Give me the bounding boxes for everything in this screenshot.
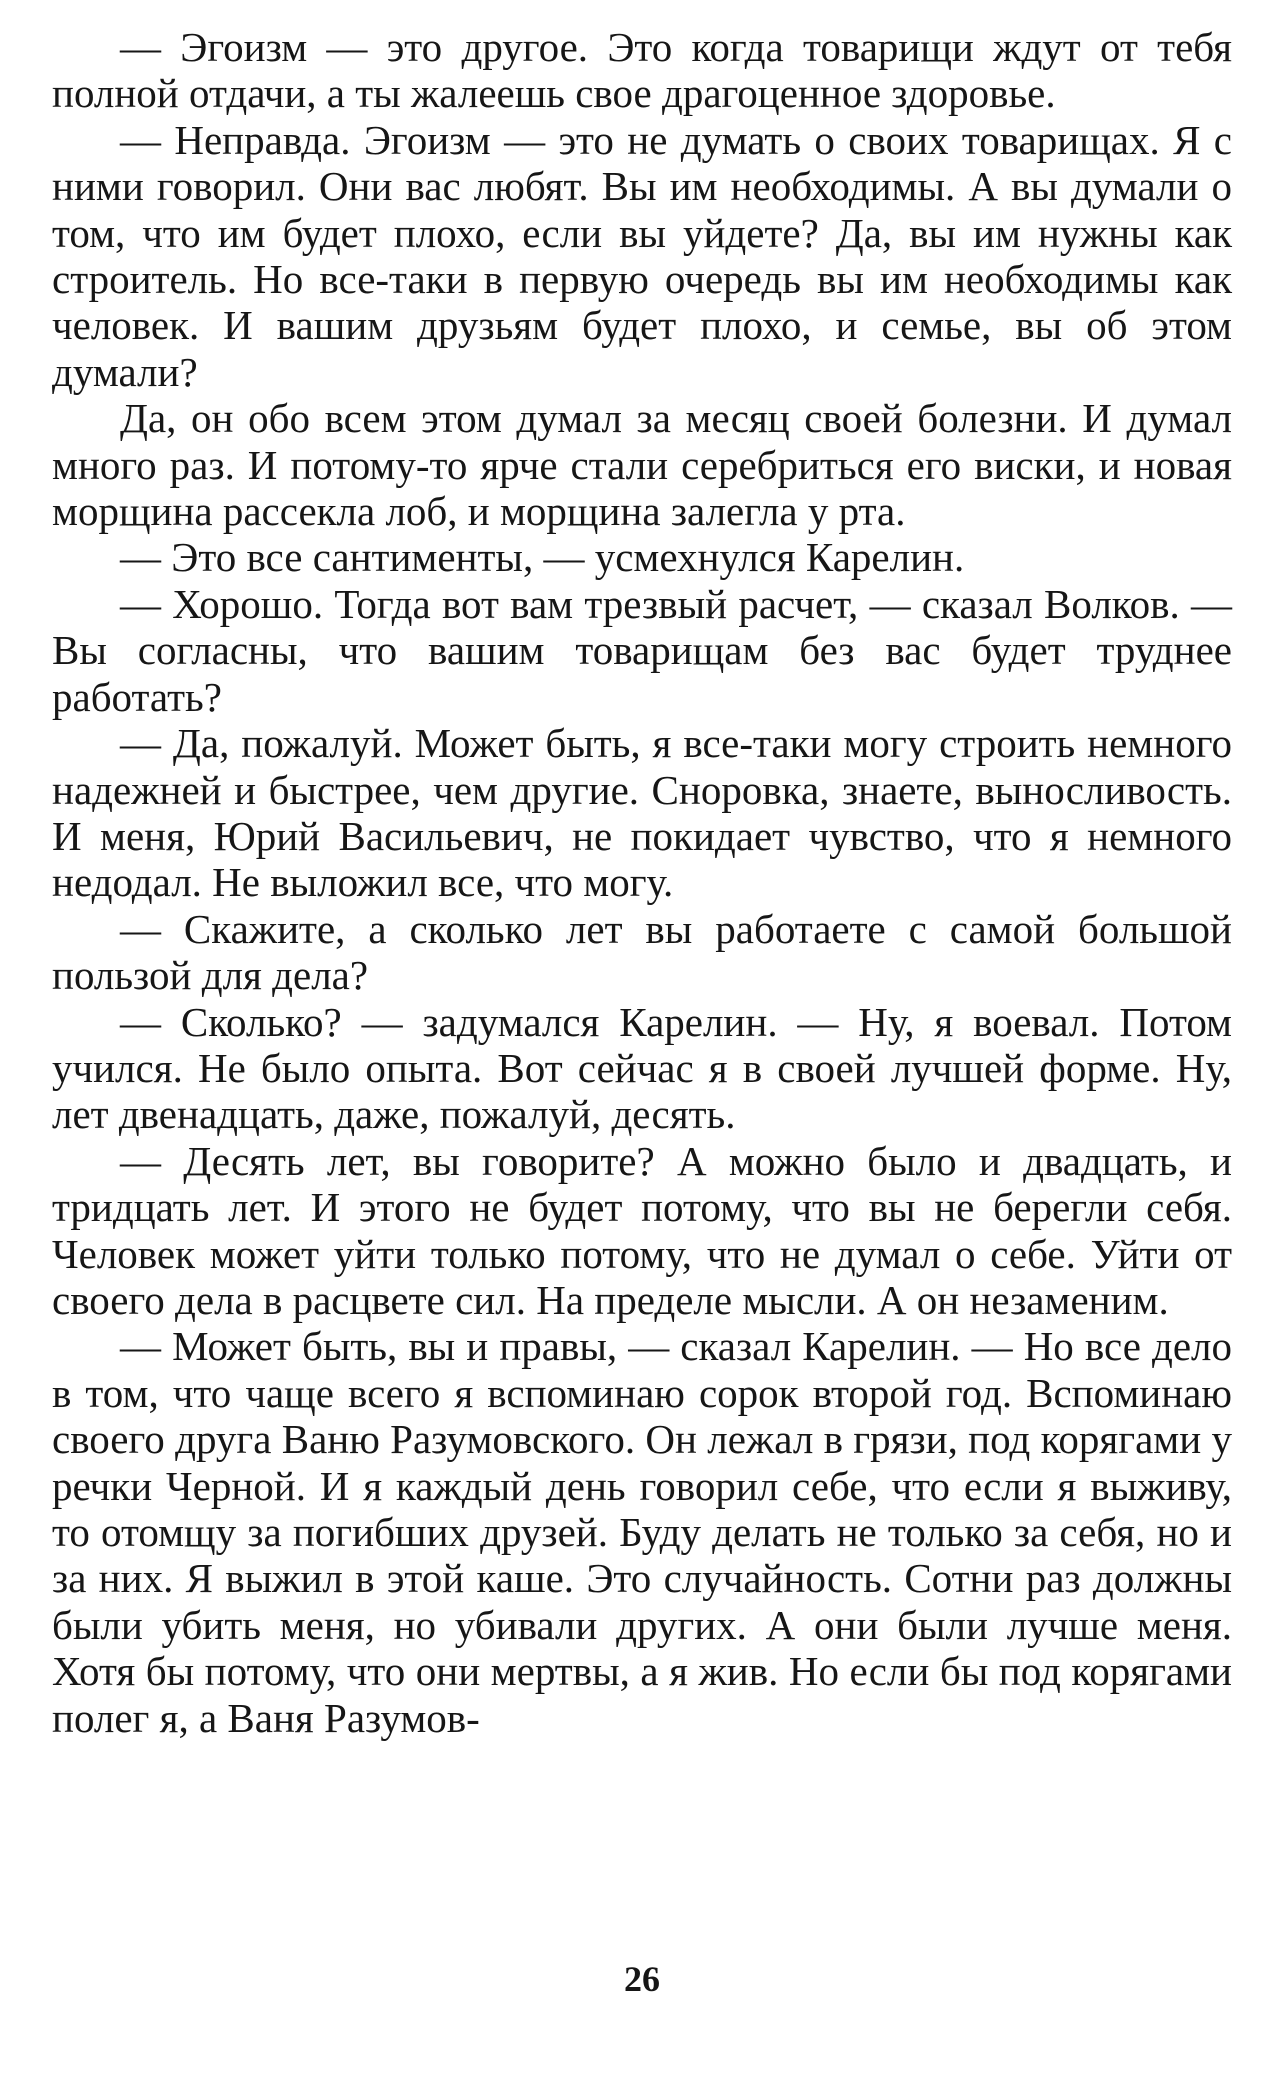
paragraph: — Десять лет, вы говорите? А можно было и двадцать, и тридцать лет. И этого не будет потому, что вы не берегли себя. Человек может уйти только потому, что не думал о себе. Уйти от своего дела в расцвете сил. На пределе мысли. А он незаменим. [52,1137,1232,1323]
paragraph: — Скажите, а сколько лет вы работаете с самой большой пользой для дела? [52,905,1232,999]
paragraph: — Да, пожалуй. Может быть, я все-таки могу строить немного надежней и быстрее, чем другие. Сноровка, знаете, выносливость. И меня, Юрий Васильевич, не покидает чувство, что я немного недодал. Не выложил все, что могу. [52,720,1232,906]
paragraph: Да, он обо всем этом думал за месяц своей болезни. И думал много раз. И потому-то ярче стали серебриться его виски, и новая морщина рассекла лоб, и морщина залегла у рта. [52,395,1232,535]
paragraph: — Сколько? — задумался Карелин. — Ну, я воевал. Потом учился. Не было опыта. Вот сейчас я в своей лучшей форме. Ну, лет двенадцать, даже, пожалуй, десять. [52,998,1232,1138]
body-text [52,24,1232,1741]
book-page [52,24,1232,2024]
paragraph: — Это все сантименты, — усмехнулся Карелин. [120,534,965,581]
paragraph: — Эгоизм — это другое. Это когда товарищи ждут от тебя полной отдачи, а ты жалеешь свое драгоценное здоровье. [52,24,1232,117]
paragraph: — Хорошо. Тогда вот вам трезвый расчет, — сказал Волков. — Вы согласны, что вашим товарищам без вас будет труднее работать? [52,580,1232,720]
page-number: 26 [624,1959,660,1999]
paragraph: — Неправда. Эгоизм — это не думать о своих товарищах. Я с ними говорил. Они вас любят. Вы им необходимы. А вы думали о том, что им будет плохо, если вы уйдете? Да, вы им нужны как строитель. Но все-таки в первую очередь вы им необходимы как человек. И вашим друзьям будет плохо, и семье, вы об этом думали? [52,116,1232,395]
paragraph: — Может быть, вы и правы, — сказал Карелин. — Но все дело в том, что чаще всего я вспоминаю сорок второй год. Вспоминаю своего друга Ваню Разумовского. Он лежал в грязи, под корягами у речки Черной. И я каждый день говорил себе, что если я выживу, то отомщу за погибших друзей. Буду делать не только за себя, но и за них. Я выжил в этой каше. Это случайность. Сотни раз должны были убить меня, но убивали других. А они были лучше меня. Хотя бы потому, что они мертвы, а я жив. Но если бы под корягами полег я, а Ваня Разумов- [52,1323,1232,1741]
